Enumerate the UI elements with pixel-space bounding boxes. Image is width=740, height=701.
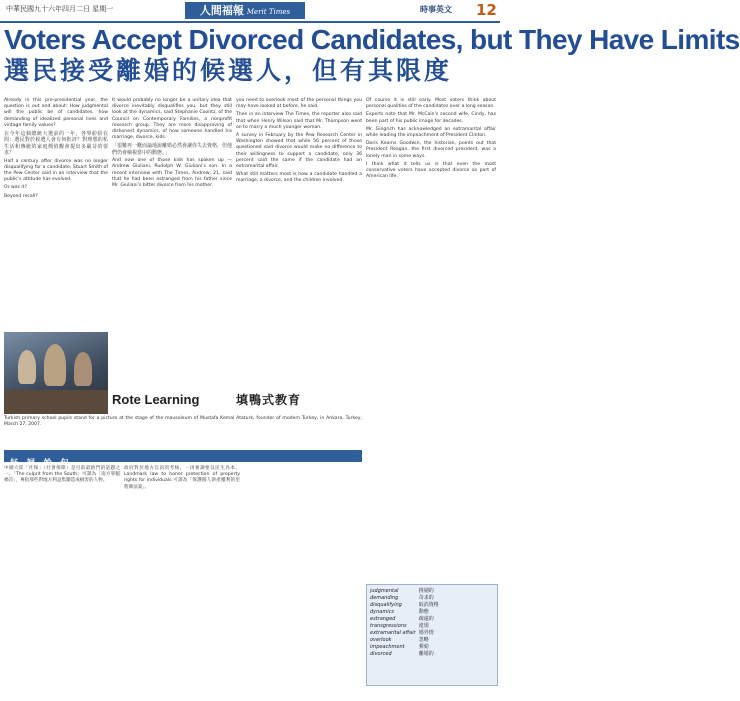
vocab-term: overlook: [370, 637, 392, 643]
paragraph: Then in an interview The Times, the reporter also said that when Henry Wilson said that Mr. Thompson went on to marry a much younger woman.: [236, 112, 362, 130]
vocab-translation: 婚外情: [418, 630, 434, 636]
vocab-translation: 取消資格: [418, 602, 439, 608]
paragraph: Or was it?: [4, 185, 27, 191]
paragraph: It would probably no longer be a unitary idea that divorce inevitably disqualifies you, but they still look at the dynamics, said Stephanie Coontz, of the Council on Contemporary Families, a nonprofit research group. They are more disapproving of dishonest dynamics, of how someone handled his marriage, divorce, kids.: [112, 98, 232, 141]
vocab-term: judgmental: [370, 588, 399, 594]
paragraph: A survey in February by the Pew Research Center in Washington showed that while 56 percent of those questioned said divorce would make no difference to their willingness to support a candidate, only 36 percent said the same if the candidate had an extramarital affair.: [236, 133, 362, 170]
vocab-translation: 彈劾: [418, 644, 429, 650]
paragraph: you need to overlook most of the personal things you may have looked at before, he said.: [236, 98, 362, 110]
vocab-row: [370, 595, 442, 602]
issue-date: 中華民國九十六年四月二日 星期一: [6, 5, 114, 13]
vocab-translation: 疏遠的: [418, 616, 434, 622]
vocab-row: [370, 616, 442, 623]
news-photo: [4, 332, 108, 414]
vocab-translation: 苛求的: [418, 595, 434, 601]
newspaper-logo: 人間福報 Merit Times: [185, 2, 305, 19]
page-number: 12: [476, 1, 497, 19]
vocab-row: [370, 630, 442, 637]
vocab-term: transgressions: [370, 623, 407, 629]
paragraph: Beyond recall?: [4, 193, 38, 199]
vocab-term: disqualifying: [370, 602, 402, 608]
vocab-row: [370, 644, 442, 651]
vocab-translation: 離婚的: [418, 651, 434, 657]
headline-chinese: 選民接受離婚的候選人，但有其限度: [4, 56, 453, 85]
paragraph: What still matters most is how a candidate handled a marriage, a divorce, and the children involved.: [236, 172, 362, 184]
article-column-3: [236, 98, 362, 406]
vocab-term: dynamics: [370, 609, 394, 615]
vocab-row: [370, 602, 442, 609]
paragraph: Half a century after divorce was no longer disqualifying for a candidate, Stuart Smith of the Pew Center said in an interview that the public's attitude has evolved.: [4, 158, 108, 183]
paragraph: I think what it tells us is that even the most conservative voters have accepted divorce as part of American life.: [366, 161, 496, 180]
vocab-row: [370, 651, 442, 658]
article-column-1: [4, 98, 108, 330]
paragraph: Mr. Gingrich has acknowledged an extramarital affair while leading the impeachment of President Clinton.: [366, 126, 496, 139]
vocab-row: [370, 637, 442, 644]
paragraph: And now one of those kids has spoken up — Andrew Giuliani, Rudolph W. Giuliani's son. In a recent interview with The Times, Andrew, 21, said that he had been estranged from his father since Mr. Giuliani's bitter divorce from his mother.: [112, 158, 232, 189]
vocab-row: [370, 588, 442, 595]
paragraph: Doris Kearns Goodwin, the historian, points out that President Reagan, the first divorced president, was a lonely man in some ways.: [366, 141, 496, 159]
vocab-term: estranged: [370, 616, 396, 622]
vocab-term: impeachment: [370, 644, 405, 650]
photo-caption: Turkish primary school pupils stand for a picture at the stage of the mausoleum of Mustafa Kemal Ataturk, founder of modern Turkey, in Ankara, Turkey, March 27, 2007.: [4, 416, 362, 427]
article-column-4: [366, 98, 496, 578]
vocab-term: divorced: [370, 651, 392, 657]
photo-title-english: Rote Learning: [112, 392, 200, 407]
vocab-term: extramarital affair: [370, 630, 416, 636]
good-words-column-1: 中國大陸「社保」（社會保障）是目前最熱門的話題之一。「The culprit from the South」可譯為「南方罪魁禍首」，專指那些對地方利益集團造成損害的人物。: [4, 466, 120, 484]
paragraph: Of course it is still early. Most voters think about personal qualities of the candidates over a long season.: [366, 98, 496, 110]
masthead: [0, 0, 500, 22]
vocab-translation: 挑剔的: [418, 588, 434, 594]
photo-title-chinese: 填鴨式教育: [236, 393, 302, 407]
article-column-2: [112, 98, 232, 398]
masthead-rule: [0, 21, 500, 23]
vocab-translation: 忽略: [418, 637, 429, 643]
vocabulary-box: [366, 584, 498, 686]
paragraph: Experts note that Mr. McCain's second wife, Cindy, has been part of his public image for decades.: [366, 112, 496, 124]
good-words-header: 好 詞 妙 句: [4, 450, 362, 462]
vocab-row: [370, 623, 442, 630]
paragraph: 在今年這個總統大選前的一年，各界紛紛在問：選民對於候選人會有何批評？對理想的私生活和傳統的家庭價值觀會提出多嚴苛的要求？: [4, 131, 108, 157]
section-name: 時事英文: [420, 5, 452, 14]
vocab-term: demanding: [370, 595, 399, 601]
paragraph: Already in this pre-presidential year, the question is out and about: How judgmental will the public be of candidates, how demanding of idealized personal lives and vintage family values?: [4, 98, 108, 128]
vocab-row: [370, 609, 442, 616]
good-words-column-2: 政府對於地方官員的考核，一再強調要以民生為本。Landmark law to honor protection of property rights for individuals 可譯為「保護個人財產權利的里程碑法案」。: [124, 466, 240, 490]
paragraph: 「很難再一概而論地說離婚必然會讓你失去資格，但他們仍會檢視當中的動態。」: [112, 143, 233, 156]
headline-english: Voters Accept Divorced Candidates, but They Have Limits: [4, 24, 740, 55]
vocab-translation: 動態: [418, 609, 429, 615]
vocab-translation: 違規: [418, 623, 429, 629]
vocabulary-table: [370, 588, 442, 658]
